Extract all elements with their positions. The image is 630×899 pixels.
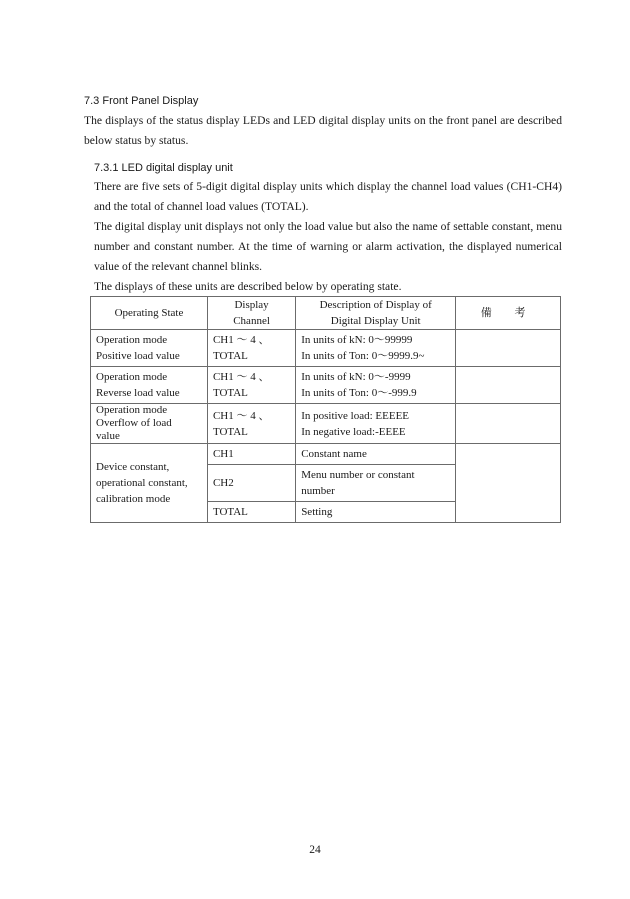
cell-display-channel: [207, 367, 295, 404]
cell-text: In units of Ton: 0～-999.9: [301, 387, 417, 399]
header-display-channel: [207, 297, 295, 330]
section-heading: 7.3 Front Panel Display: [84, 95, 199, 107]
table-row: [91, 444, 561, 465]
header-text: Description of Display of: [319, 299, 432, 311]
cell-text: Overflow of load: [96, 417, 172, 429]
cell-text: TOTAL: [212, 425, 248, 438]
cell-description: [296, 367, 456, 404]
subsection-heading: 7.3.1 LED digital display unit: [94, 162, 233, 174]
table-row: [91, 330, 561, 367]
table-header-row: [91, 297, 561, 330]
cell-description: [296, 404, 456, 444]
cell-description: Menu number or constant number: [296, 465, 456, 502]
paragraph: There are five sets of 5-digit digital display units which display the channel load values (CH1-CH4) and the total of channel load values (TOTAL).: [94, 180, 562, 213]
cell-description: Setting: [296, 502, 456, 523]
cell-display-channel: CH2: [207, 465, 295, 502]
cell-text: Operation mode: [96, 371, 168, 383]
cell-text: Positive load value: [96, 350, 180, 362]
paragraph: The displays of these units are described below by operating state.: [94, 280, 402, 293]
cell-remarks: [456, 330, 561, 367]
cell-display-channel: TOTAL: [207, 502, 295, 523]
section-body: The displays of the status display LEDs and LED digital display units on the front panel are described below status by status.: [84, 114, 562, 147]
table-row: [91, 404, 561, 444]
cell-remarks: [456, 367, 561, 404]
cell-display-channel: [207, 404, 295, 444]
cell-text: Operation mode: [96, 334, 168, 346]
cell-text: In units of kN: 0～99999: [301, 334, 413, 346]
cell-text: value: [96, 430, 120, 442]
cell-operating-state: [91, 367, 208, 404]
header-text: Channel: [233, 315, 270, 327]
cell-text: In positive load: EEEEE: [301, 409, 410, 422]
cell-operating-state: Device constant, operational constant, calibration mode: [91, 444, 208, 523]
table-row: [91, 367, 561, 404]
subsection-body: [94, 177, 562, 297]
header-remarks: 備 考: [456, 297, 561, 330]
header-description: [296, 297, 456, 330]
cell-text: CH1 ～ 4 、: [212, 334, 270, 346]
cell-display-channel: CH1: [207, 444, 295, 465]
cell-description: [296, 330, 456, 367]
cell-text: Reverse load value: [96, 387, 180, 399]
cell-operating-state: [91, 330, 208, 367]
header-text: Digital Display Unit: [330, 315, 421, 327]
cell-text: In units of kN: 0～-9999: [301, 371, 411, 383]
cell-text: TOTAL: [212, 350, 248, 362]
cell-display-channel: [207, 330, 295, 367]
display-table: [90, 296, 561, 523]
paragraph: The digital display unit displays not only the load value but also the name of settable constant, menu number and constant number. At the time of warning or alarm activation, the displayed numerical value of the relevant channel blinks.: [94, 220, 562, 273]
page-number: 24: [309, 844, 321, 856]
header-operating-state: Operating State: [91, 297, 208, 330]
cell-operating-state: [91, 404, 208, 444]
cell-text: Operation mode: [96, 404, 168, 416]
cell-text: In negative load:-EEEE: [301, 425, 406, 438]
cell-text: CH1 ～ 4 、: [212, 409, 270, 422]
cell-remarks: [456, 404, 561, 444]
cell-text: CH1 ～ 4 、: [212, 371, 270, 383]
cell-text: In units of Ton: 0～9999.9~: [301, 350, 425, 362]
cell-remarks: [456, 444, 561, 523]
header-text: Display: [234, 299, 269, 311]
cell-description: Constant name: [296, 444, 456, 465]
cell-text: TOTAL: [212, 387, 248, 399]
